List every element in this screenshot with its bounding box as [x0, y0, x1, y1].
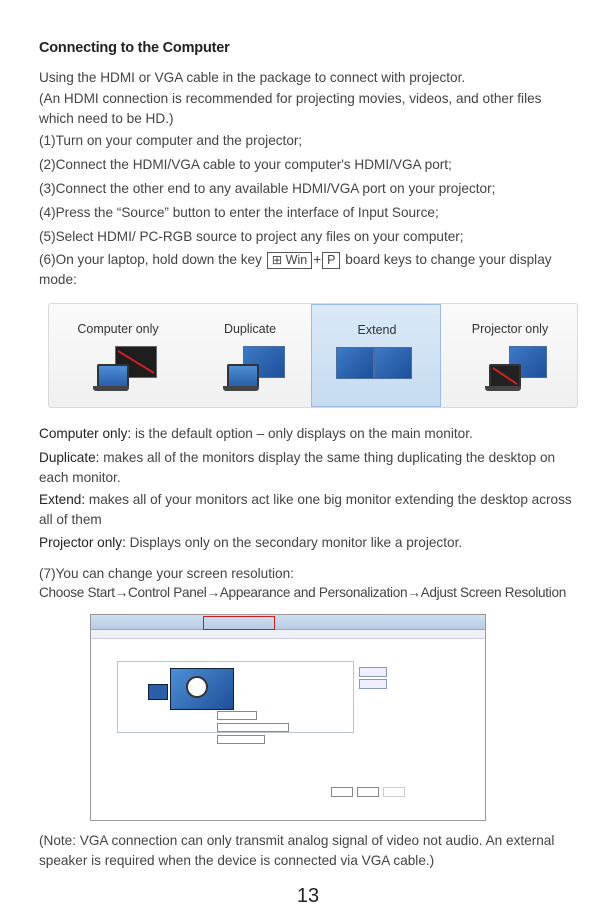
vga-note: (Note: VGA connection can only transmit analog signal of video not audio. An external speaker is required when the device is connected via VGA cable.) [39, 833, 555, 868]
laptop-base [485, 386, 521, 391]
disabled-slash-icon [491, 366, 519, 386]
page-number: 13 [296, 885, 320, 907]
mode-projector-only[interactable] [445, 304, 575, 407]
def-term: Duplicate: [39, 450, 100, 465]
step-2: (2)Connect the HDMI/VGA cable to your computer's HDMI/VGA port; [39, 157, 452, 172]
def-duplicate [39, 448, 579, 487]
p-key: P [322, 252, 340, 269]
mode-label: Projector only [471, 322, 549, 336]
monitor-number-badge [186, 676, 208, 698]
step-5: (5)Select HDMI/ PC-RGB source to project any files on your computer; [39, 229, 464, 244]
laptop-off-icon [489, 364, 521, 388]
window-menubar [91, 630, 485, 639]
secondary-monitor-preview[interactable] [148, 684, 168, 700]
def-projector-only [39, 533, 579, 553]
step-4: (4)Press the “Source” button to enter the interface of Input Source; [39, 205, 439, 220]
mode-extend[interactable] [311, 304, 441, 407]
address-highlight [203, 616, 275, 630]
laptop-icon [97, 364, 129, 388]
def-text: is the default option – only displays on the main monitor. [131, 426, 473, 441]
mode-computer-only[interactable] [53, 304, 183, 407]
monitor-icon-right [374, 347, 412, 379]
ok-button[interactable] [331, 787, 353, 797]
laptop-icon [227, 364, 259, 388]
resolution-select[interactable] [217, 723, 289, 732]
cancel-button[interactable] [357, 787, 379, 797]
step-6-prefix: (6)On your laptop, hold down the key [39, 252, 262, 267]
step-6 [39, 250, 579, 289]
win-key: ⊞ Win [267, 252, 312, 269]
plus-sign: + [313, 252, 322, 267]
window-titlebar [91, 615, 485, 630]
identify-button[interactable] [359, 679, 387, 689]
def-text: Displays only on the secondary monitor like a projector. [125, 535, 463, 550]
section-heading: Connecting to the Computer [39, 40, 230, 56]
apply-button[interactable] [383, 787, 405, 797]
detect-button[interactable] [359, 667, 387, 677]
def-extend [39, 490, 579, 529]
monitor-icon-left [336, 347, 374, 379]
step-6-suffix: board keys to change your display mode: [39, 252, 552, 287]
step-7: (7)You can change your screen resolution: [39, 566, 294, 581]
mode-label: Extend [357, 323, 397, 337]
def-text: makes all of your monitors act like one big monitor extending the desktop across all of them [39, 492, 572, 527]
def-term: Extend: [39, 492, 86, 507]
step-7-path: Choose Start→Control Panel→Appearance and Personalization→Adjust Screen Resolution [39, 585, 567, 600]
def-term: Computer only: [39, 426, 132, 441]
laptop-base [93, 386, 129, 391]
step-3: (3)Connect the other end to any available HDMI/VGA port on your projector; [39, 181, 496, 196]
def-text: makes all of the monitors display the same thing duplicating the desktop on each monitor. [39, 450, 556, 485]
def-term: Projector only: [39, 535, 126, 550]
step-1: (1)Turn on your computer and the projector; [39, 133, 303, 148]
intro-line: Using the HDMI or VGA cable in the package to connect with projector. [39, 70, 466, 85]
display-mode-panel [48, 303, 578, 408]
orientation-select[interactable] [217, 735, 265, 744]
mode-duplicate[interactable] [185, 304, 315, 407]
laptop-base [223, 386, 259, 391]
def-computer-only [39, 424, 579, 444]
screen-resolution-screenshot [90, 614, 486, 821]
mode-label: Computer only [77, 322, 159, 336]
mode-label: Duplicate [223, 322, 277, 336]
display-select[interactable] [217, 711, 257, 720]
intro-note: (An HDMI connection is recommended for projecting movies, videos, and other files which need to be HD.) [39, 91, 542, 126]
